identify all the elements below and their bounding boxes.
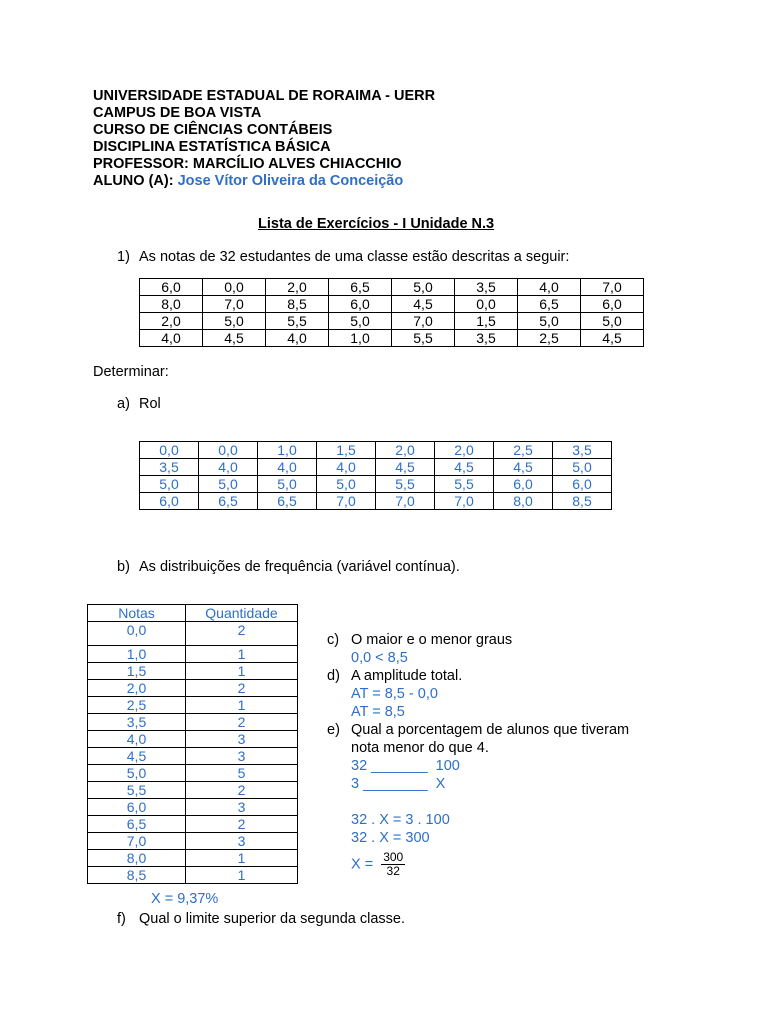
frequency-row — [88, 680, 298, 697]
frequency-row — [88, 731, 298, 748]
nota-cell: 7,0 — [88, 833, 186, 850]
item-c-label: c) — [327, 632, 340, 648]
grade-cell: 5,0 — [518, 313, 581, 330]
item-b-label: b) — [117, 559, 130, 575]
frequency-row — [88, 816, 298, 833]
grades-row — [140, 313, 644, 330]
quantidade-cell: 1 — [186, 850, 298, 867]
item-f-text: Qual o limite superior da segunda classe. — [139, 911, 405, 927]
campus-name: CAMPUS DE BOA VISTA — [93, 105, 262, 121]
quantidade-cell: 5 — [186, 765, 298, 782]
item-c-answer: 0,0 < 8,5 — [351, 650, 408, 666]
rol-cell: 8,5 — [553, 493, 612, 510]
item-d-line1: AT = 8,5 - 0,0 — [351, 686, 438, 702]
grades-row — [140, 279, 644, 296]
quantidade-cell: 1 — [186, 697, 298, 714]
percentage-result: X = 9,37% — [151, 891, 219, 907]
quantidade-cell: 2 — [186, 622, 298, 646]
grade-cell: 1,0 — [329, 330, 392, 347]
rol-cell: 4,0 — [258, 459, 317, 476]
grades-table — [139, 278, 644, 347]
grade-cell: 2,5 — [518, 330, 581, 347]
rol-cell: 4,0 — [317, 459, 376, 476]
grade-cell: 7,0 — [203, 296, 266, 313]
rol-cell: 5,5 — [435, 476, 494, 493]
q1-text: As notas de 32 estudantes de uma classe estão descritas a seguir: — [139, 249, 570, 265]
nota-cell: 4,0 — [88, 731, 186, 748]
rol-cell: 5,0 — [317, 476, 376, 493]
rol-cell: 2,0 — [435, 442, 494, 459]
rol-row — [140, 493, 612, 510]
rol-cell: 5,0 — [140, 476, 199, 493]
frequency-row — [88, 867, 298, 884]
frequency-row — [88, 833, 298, 850]
grade-cell: 2,0 — [140, 313, 203, 330]
q1-number: 1) — [117, 249, 130, 265]
nota-cell: 2,5 — [88, 697, 186, 714]
item-b-text: As distribuições de frequência (variável contínua). — [139, 559, 460, 575]
student-label: ALUNO (A): — [93, 173, 174, 189]
grade-cell: 5,5 — [392, 330, 455, 347]
quantidade-cell: 3 — [186, 799, 298, 816]
grade-cell: 8,0 — [140, 296, 203, 313]
professor-name: PROFESSOR: MARCÍLIO ALVES CHIACCHIO — [93, 156, 402, 172]
grade-cell: 4,5 — [392, 296, 455, 313]
grades-row — [140, 296, 644, 313]
determinar-label: Determinar: — [93, 364, 169, 380]
item-d-line2: AT = 8,5 — [351, 704, 405, 720]
rol-cell: 1,0 — [258, 442, 317, 459]
rol-cell: 6,0 — [140, 493, 199, 510]
rol-cell: 7,0 — [435, 493, 494, 510]
quantidade-cell: 1 — [186, 646, 298, 663]
grade-cell: 6,0 — [329, 296, 392, 313]
frequency-row — [88, 663, 298, 680]
quantidade-cell: 2 — [186, 714, 298, 731]
frequency-row — [88, 765, 298, 782]
rol-cell: 6,5 — [258, 493, 317, 510]
course-name: CURSO DE CIÊNCIAS CONTÁBEIS — [93, 122, 333, 138]
item-f-label: f) — [117, 911, 126, 927]
rol-cell: 1,5 — [317, 442, 376, 459]
item-e-equation2: 32 . X = 300 — [351, 830, 430, 846]
fraction — [381, 851, 405, 878]
quantidade-cell: 2 — [186, 680, 298, 697]
grade-cell: 7,0 — [581, 279, 644, 296]
grade-cell: 4,5 — [203, 330, 266, 347]
nota-cell: 0,0 — [88, 622, 186, 646]
nota-cell: 3,5 — [88, 714, 186, 731]
item-d-text: A amplitude total. — [351, 668, 463, 684]
grade-cell: 6,5 — [329, 279, 392, 296]
quantidade-cell: 1 — [186, 663, 298, 680]
exercise-title: Lista de Exercícios - I Unidade N.3 — [258, 216, 495, 232]
rol-cell: 4,0 — [199, 459, 258, 476]
rol-cell: 4,5 — [494, 459, 553, 476]
rol-cell: 2,0 — [376, 442, 435, 459]
grades-row — [140, 330, 644, 347]
frequency-row — [88, 782, 298, 799]
rol-cell: 5,0 — [553, 459, 612, 476]
quantidade-cell: 2 — [186, 816, 298, 833]
grade-cell: 5,0 — [203, 313, 266, 330]
grade-cell: 5,0 — [392, 279, 455, 296]
grade-cell: 5,0 — [581, 313, 644, 330]
frequency-row — [88, 622, 298, 646]
rol-cell: 6,0 — [494, 476, 553, 493]
grade-cell: 4,0 — [140, 330, 203, 347]
rol-cell: 5,5 — [376, 476, 435, 493]
header-quantidade: Quantidade — [186, 605, 298, 622]
rol-row — [140, 476, 612, 493]
rol-cell: 0,0 — [140, 442, 199, 459]
fraction-denominator: 32 — [386, 864, 400, 878]
student-name: Jose Vítor Oliveira da Conceição — [177, 173, 404, 189]
nota-cell: 6,0 — [88, 799, 186, 816]
nota-cell: 5,5 — [88, 782, 186, 799]
item-e-label: e) — [327, 722, 340, 738]
rol-cell: 8,0 — [494, 493, 553, 510]
grade-cell: 6,5 — [518, 296, 581, 313]
item-e-proportion1: 32 _______ 100 — [351, 758, 460, 774]
student-line — [93, 173, 403, 190]
grade-cell: 7,0 — [392, 313, 455, 330]
rol-cell: 6,5 — [199, 493, 258, 510]
nota-cell: 4,5 — [88, 748, 186, 765]
rol-cell: 3,5 — [553, 442, 612, 459]
nota-cell: 6,5 — [88, 816, 186, 833]
frequency-row — [88, 697, 298, 714]
grade-cell: 8,5 — [266, 296, 329, 313]
item-a-label: a) — [117, 396, 130, 412]
grade-cell: 4,5 — [581, 330, 644, 347]
header-notas: Notas — [88, 605, 186, 622]
fraction-numerator: 300 — [383, 850, 404, 864]
grade-cell: 5,0 — [329, 313, 392, 330]
frequency-row — [88, 714, 298, 731]
rol-cell: 2,5 — [494, 442, 553, 459]
nota-cell: 8,0 — [88, 850, 186, 867]
item-e-proportion2: 3 ________ X — [351, 776, 446, 792]
grade-cell: 2,0 — [266, 279, 329, 296]
grade-cell: 4,0 — [266, 330, 329, 347]
rol-cell: 4,5 — [435, 459, 494, 476]
grade-cell: 4,0 — [518, 279, 581, 296]
grade-cell: 5,5 — [266, 313, 329, 330]
frequency-table — [87, 604, 298, 884]
nota-cell: 5,0 — [88, 765, 186, 782]
rol-cell: 4,5 — [376, 459, 435, 476]
grade-cell: 3,5 — [455, 279, 518, 296]
item-e-text1: Qual a porcentagem de alunos que tiveram — [351, 722, 630, 738]
rol-cell: 7,0 — [317, 493, 376, 510]
nota-cell: 8,5 — [88, 867, 186, 884]
grade-cell: 1,5 — [455, 313, 518, 330]
quantidade-cell: 1 — [186, 867, 298, 884]
grade-cell: 6,0 — [581, 296, 644, 313]
item-c-text: O maior e o menor graus — [351, 632, 513, 648]
grade-cell: 0,0 — [203, 279, 266, 296]
nota-cell: 2,0 — [88, 680, 186, 697]
quantidade-cell: 3 — [186, 748, 298, 765]
quantidade-cell: 3 — [186, 833, 298, 850]
grade-cell: 3,5 — [455, 330, 518, 347]
item-e-equation1: 32 . X = 3 . 100 — [351, 812, 450, 828]
rol-cell: 7,0 — [376, 493, 435, 510]
item-e-fraction-line — [351, 851, 405, 878]
item-a-text: Rol — [139, 396, 161, 412]
grade-cell: 6,0 — [140, 279, 203, 296]
rol-table — [139, 441, 612, 510]
item-e-text2: nota menor do que 4. — [351, 740, 489, 756]
quantidade-cell: 2 — [186, 782, 298, 799]
nota-cell: 1,0 — [88, 646, 186, 663]
frequency-row — [88, 646, 298, 663]
rol-cell: 5,0 — [258, 476, 317, 493]
frequency-row — [88, 799, 298, 816]
rol-cell: 0,0 — [199, 442, 258, 459]
grade-cell: 0,0 — [455, 296, 518, 313]
rol-cell: 6,0 — [553, 476, 612, 493]
rol-cell: 5,0 — [199, 476, 258, 493]
university-name: UNIVERSIDADE ESTADUAL DE RORAIMA - UERR — [93, 88, 436, 104]
item-d-label: d) — [327, 668, 340, 684]
quantidade-cell: 3 — [186, 731, 298, 748]
discipline-name: DISCIPLINA ESTATÍSTICA BÁSICA — [93, 139, 331, 155]
nota-cell: 1,5 — [88, 663, 186, 680]
rol-row — [140, 459, 612, 476]
rol-cell: 3,5 — [140, 459, 199, 476]
frequency-row — [88, 748, 298, 765]
frequency-row — [88, 850, 298, 867]
rol-row — [140, 442, 612, 459]
x-equals-label: X = — [351, 856, 374, 873]
